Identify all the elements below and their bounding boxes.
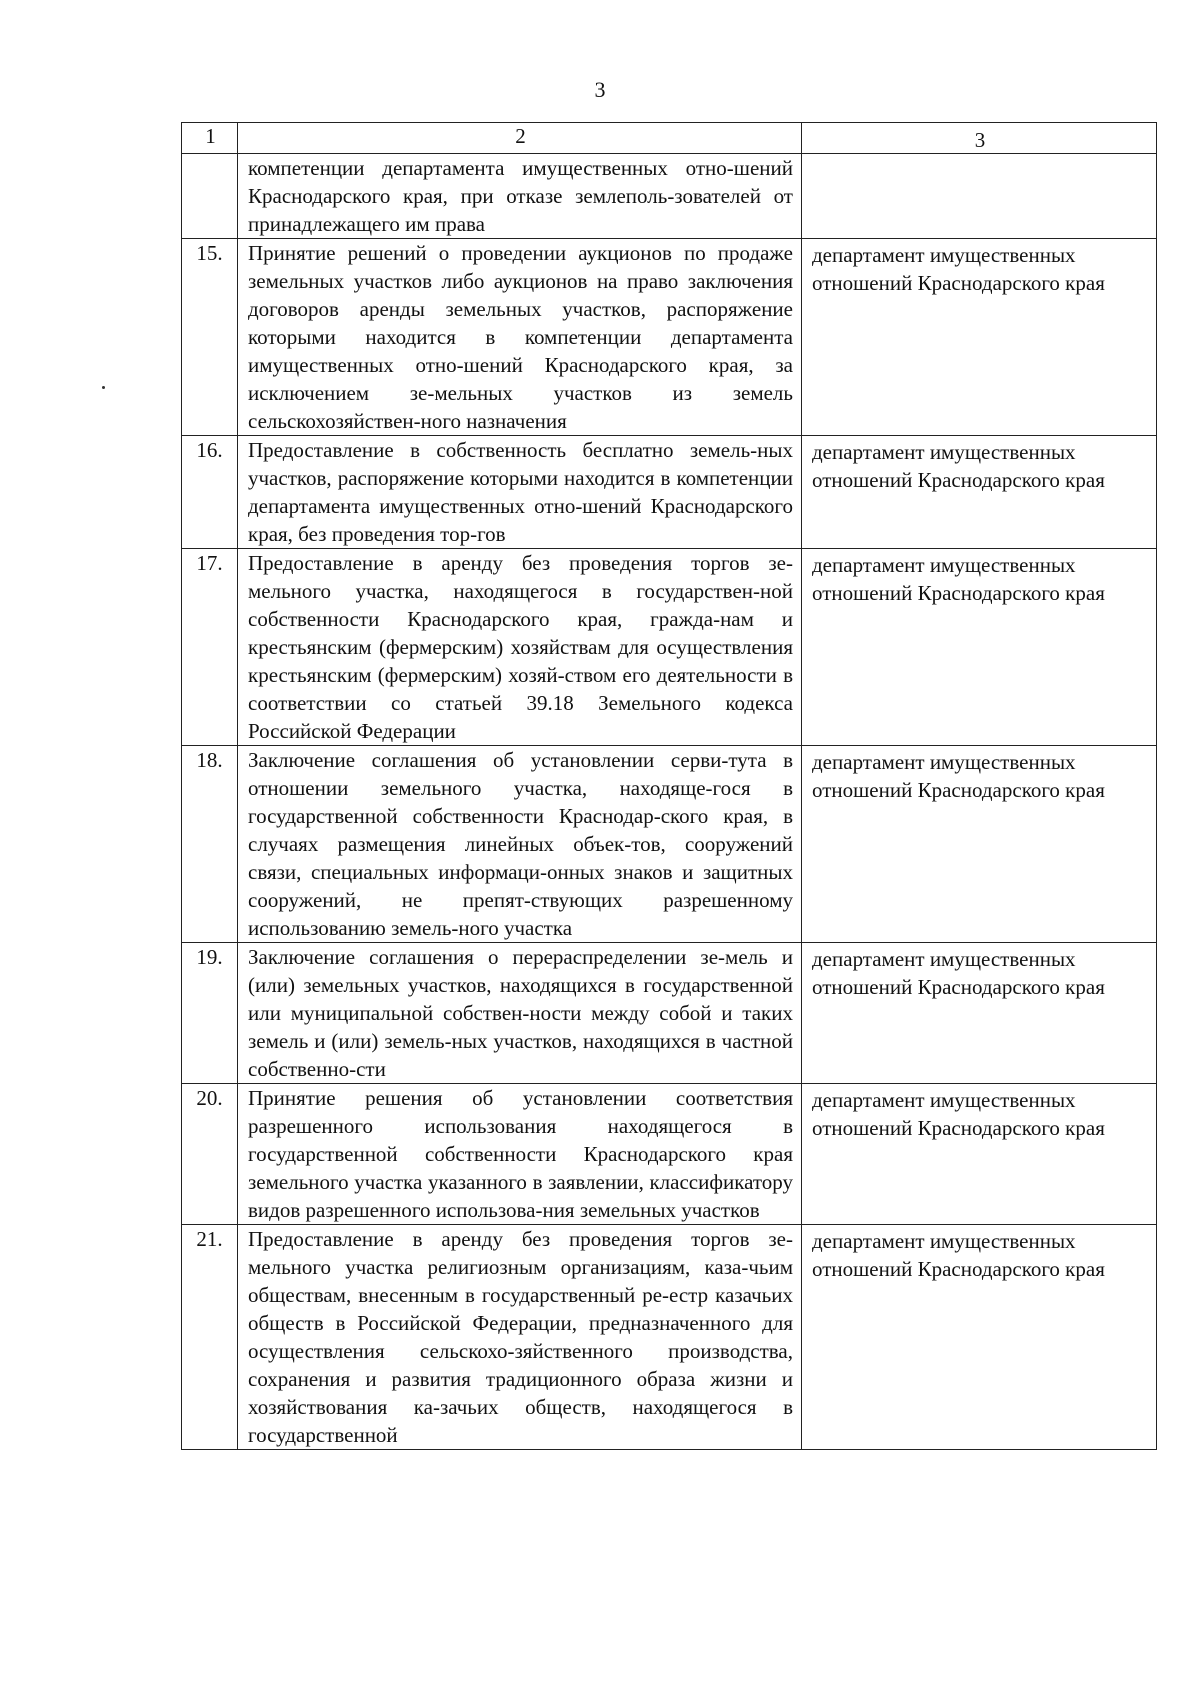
table-row [182,943,1157,1084]
row-responsible: департамент имущественных отношений Краснодарского края [802,943,1157,1084]
row-description: Заключение соглашения об установлении серви-тута в отношении земельного участка, находяще-гося в государственной собственности Краснодар-ского края, в случаях размещения линейных объек-тов, сооружений связи, специальных информаци-онных знаков и защитных сооружений, не препят-ствующих разрешенному использованию земель-ного участка [238,746,802,943]
page-number: 3 [594,77,606,102]
table-row [182,1225,1157,1450]
table-row-continuation [182,154,1157,239]
header-col-2: 2 [238,123,802,154]
row-description: Принятие решения об установлении соответствия разрешенного использования находящегося в государственной собственности Краснодарского края земельного участка указанного в заявлении, классификатору видов разрешенного использова-ния земельных участков [238,1084,802,1225]
table-row [182,549,1157,746]
row-number: 19. [182,943,238,1084]
row-number: 18. [182,746,238,943]
row-responsible: департамент имущественных отношений Краснодарского края [802,436,1157,549]
row-responsible: департамент имущественных отношений Краснодарского края [802,549,1157,746]
table-row [182,1084,1157,1225]
row-description: Заключение соглашения о перераспределении зе-мель и (или) земельных участков, находящихся в государственной или муниципальной собствен-ности между собой и таких земель и (или) земель-ных участков, находящихся в частной собственно-сти [238,943,802,1084]
row-responsible: департамент имущественных отношений Краснодарского края [802,239,1157,436]
authority-table [181,122,1157,1450]
scan-speck [102,386,105,389]
row-number: 21. [182,1225,238,1450]
row-number: 20. [182,1084,238,1225]
table-row [182,436,1157,549]
row-description: Предоставление в аренду без проведения торгов зе-мельного участка религиозным организациям, каза-чьим обществам, внесенным в государственный ре-естр казачьих обществ в Российской Федерации, предназначенного для осуществления сельскохо-зяйственного производства, сохранения и развития традиционного образа жизни и хозяйствования ка-зачьих обществ, находящегося в государственной [238,1225,802,1450]
row-responsible: департамент имущественных отношений Краснодарского края [802,1084,1157,1225]
row-number: 17. [182,549,238,746]
table-row [182,239,1157,436]
row-description: Принятие решений о проведении аукционов по продаже земельных участков либо аукционов на право заключения договоров аренды земельных участков, распоряжение которыми находится в компетенции департамента имущественных отно-шений Краснодарского края, за исключением зе-мельных участков из земель сельскохозяйствен-ного назначения [238,239,802,436]
row-responsible [802,154,1157,239]
row-responsible: департамент имущественных отношений Краснодарского края [802,746,1157,943]
header-col-3: 3 [802,123,1157,154]
row-description: компетенции департамента имущественных отно-шений Краснодарского края, при отказе землеполь-зователей от принадлежащего им права [238,154,802,239]
table-header-row [182,123,1157,154]
header-col-1: 1 [182,123,238,154]
row-description: Предоставление в аренду без проведения торгов зе-мельного участка, находящегося в государствен-ной собственности Краснодарского края, гражда-нам и крестьянским (фермерским) хозяйствам для осуществления крестьянским (фермерским) хозяй-ством его деятельности в соответствии со статьей 39.18 Земельного кодекса Российской Федерации [238,549,802,746]
row-number: 16. [182,436,238,549]
table-row [182,746,1157,943]
row-number [182,154,238,239]
row-description: Предоставление в собственность бесплатно земель-ных участков, распоряжение которыми находится в компетенции департамента имущественных отно-шений Краснодарского края, без проведения тор-гов [238,436,802,549]
row-responsible: департамент имущественных отношений Краснодарского края [802,1225,1157,1450]
row-number: 15. [182,239,238,436]
